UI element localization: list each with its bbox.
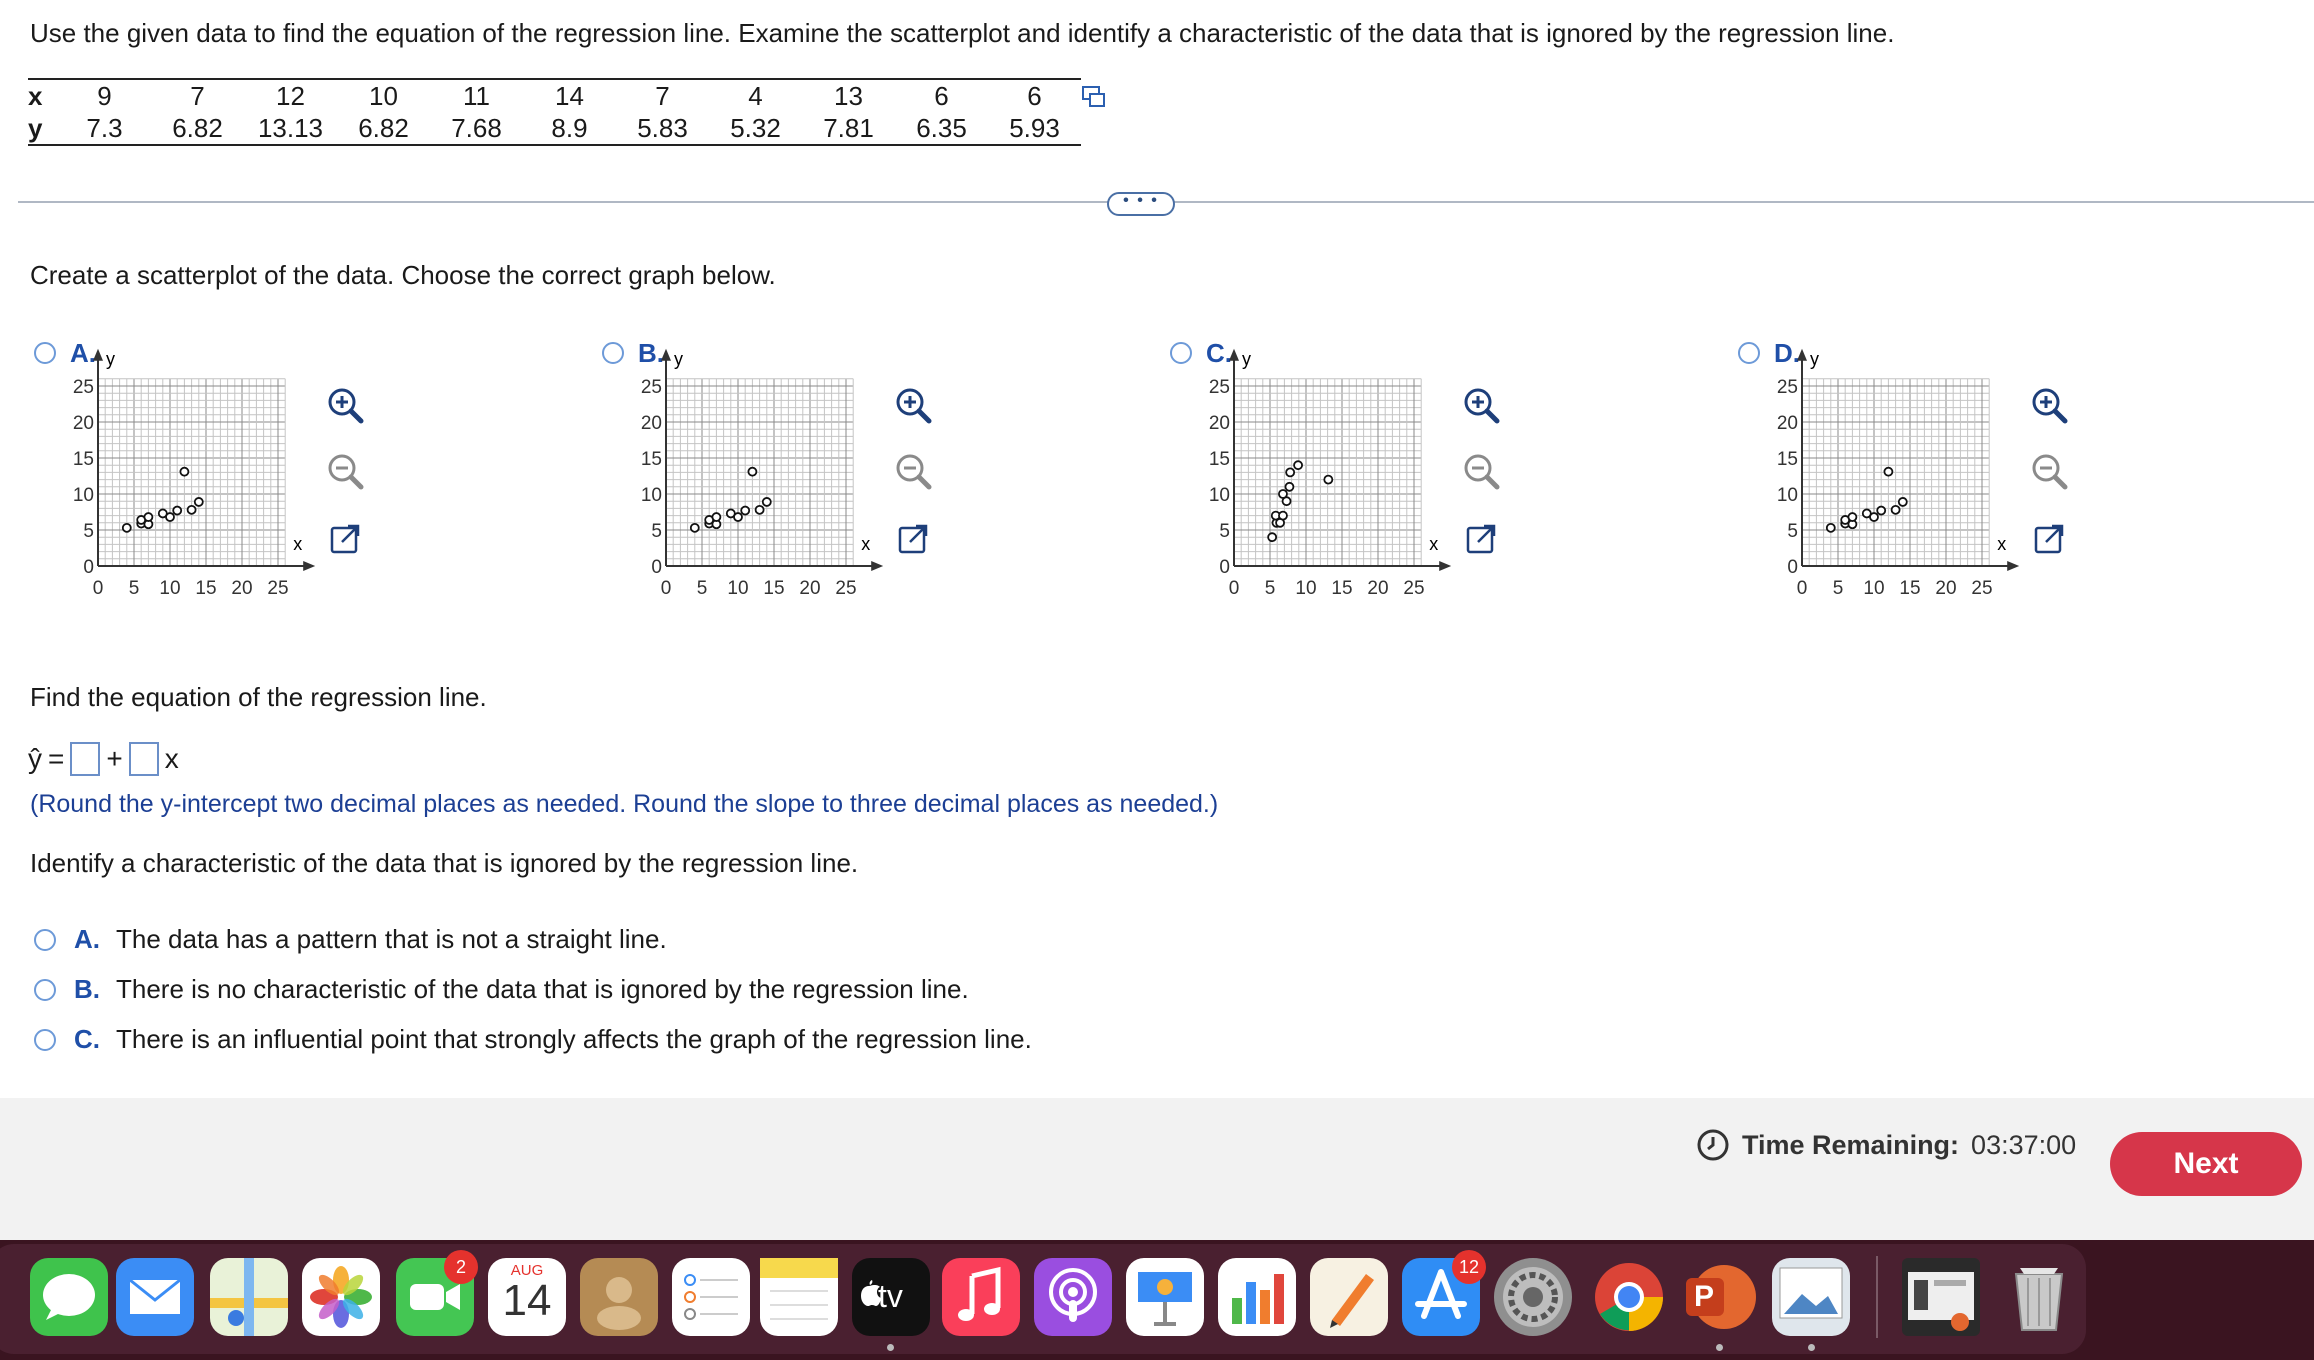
timer-value: 03:37:00: [1971, 1129, 2077, 1160]
y-tick-label: 5: [1219, 521, 1230, 542]
y-tick-label: 25: [1776, 377, 1798, 398]
data-point: [1870, 513, 1878, 521]
zoom-in-icon[interactable]: [2028, 384, 2070, 426]
data-point: [1285, 483, 1293, 491]
x-tick-label: 5: [1264, 578, 1276, 599]
plus-sign: +: [106, 743, 123, 774]
y-value: 6.35: [895, 112, 988, 145]
x-tick-label: 20: [1367, 578, 1389, 599]
x-tick-label: 20: [799, 578, 821, 599]
x-tick-label: 15: [195, 578, 217, 599]
x-tick-label: 10: [727, 578, 749, 599]
data-table: [28, 78, 1081, 146]
graph-option-letter: D.: [1774, 338, 1800, 368]
y-tick-label: 15: [1208, 449, 1230, 470]
radio-button[interactable]: [34, 979, 56, 1001]
data-point: [763, 498, 771, 506]
x-label: x: [28, 79, 58, 112]
y-tick-label: 0: [651, 557, 662, 578]
contacts-icon[interactable]: [580, 1258, 658, 1336]
x-value: 12: [244, 79, 337, 112]
y-axis-label: y: [1242, 348, 1251, 369]
choice-letter: B.: [74, 974, 100, 1004]
choice-b[interactable]: [34, 974, 969, 1005]
x-value: 4: [709, 79, 802, 112]
x-tick-label: 20: [231, 578, 253, 599]
calendar-day: 14: [502, 1276, 552, 1325]
zoom-out-icon[interactable]: [1460, 450, 1502, 492]
question-text: Use the given data to find the equation of the regression line. Examine the scatterplot and identify a characteristic of the data that is ignored by the regression line.: [30, 18, 1895, 48]
x-tick-label: 15: [1899, 578, 1921, 599]
y-tick-label: 10: [1776, 485, 1798, 506]
data-point: [1294, 461, 1302, 469]
x-value: 11: [430, 79, 523, 112]
mail-icon[interactable]: [116, 1258, 194, 1336]
y-value: 7.68: [430, 112, 523, 145]
tv-label: tv: [878, 1278, 903, 1314]
maps-icon[interactable]: [210, 1258, 288, 1336]
system-preferences-icon[interactable]: [1494, 1258, 1572, 1336]
data-point: [1268, 533, 1276, 541]
dock-separator: [1876, 1256, 1878, 1338]
running-indicator: [1716, 1344, 1723, 1351]
y-tick-label: 0: [1219, 557, 1230, 578]
x-tick-label: 5: [1832, 578, 1844, 599]
facetime-badge: 2: [444, 1250, 478, 1284]
x-tick-label: 0: [92, 578, 104, 599]
graph-option-letter: A.: [70, 338, 96, 368]
y-value: 13.13: [244, 112, 337, 145]
zoom-out-icon[interactable]: [2028, 450, 2070, 492]
zoom-in-icon[interactable]: [324, 384, 366, 426]
data-point: [1884, 468, 1892, 476]
y-tick-label: 20: [640, 413, 662, 434]
pages-icon[interactable]: [1310, 1258, 1388, 1336]
data-point: [173, 507, 181, 515]
data-point: [144, 513, 152, 521]
x-value: 13: [802, 79, 895, 112]
find-equation-prompt: Find the equation of the regression line.: [30, 682, 487, 712]
choice-text: There is an influential point that strongly affects the graph of the regression line.: [116, 1024, 1032, 1054]
x-tick-label: 20: [1935, 578, 1957, 599]
notes-icon[interactable]: [760, 1258, 838, 1336]
data-point: [1286, 468, 1294, 476]
choice-a[interactable]: [34, 924, 667, 955]
powerpoint-letter: P: [1694, 1280, 1715, 1313]
y-tick-label: 15: [1776, 449, 1798, 470]
y-axis-label: y: [674, 348, 683, 369]
y-tick-label: 25: [72, 377, 94, 398]
photos-icon[interactable]: [302, 1258, 380, 1336]
zoom-out-icon[interactable]: [324, 450, 366, 492]
y-label: y: [28, 112, 58, 145]
y-tick-label: 25: [1208, 377, 1230, 398]
x-tick-label: 15: [1331, 578, 1353, 599]
x-value: 10: [337, 79, 430, 112]
x-value: 7: [616, 79, 709, 112]
data-point: [1899, 498, 1907, 506]
y-tick-label: 15: [72, 449, 94, 470]
data-point: [1877, 507, 1885, 515]
graph-option-letter: C.: [1206, 338, 1232, 368]
data-point: [188, 506, 196, 514]
running-indicator: [1808, 1344, 1815, 1351]
rounding-note: (Round the y-intercept two decimal places as needed. Round the slope to three decimal places as needed.): [30, 790, 1219, 818]
x-axis-label: x: [293, 534, 303, 554]
choice-letter: C.: [74, 1024, 100, 1054]
data-point: [756, 506, 764, 514]
open-in-new-window-icon[interactable]: [2028, 518, 2070, 560]
apple-tv-icon[interactable]: [852, 1258, 930, 1336]
data-point: [748, 468, 756, 476]
running-indicator: [887, 1344, 894, 1351]
data-point: [1827, 524, 1835, 532]
y-tick-label: 10: [640, 485, 662, 506]
open-in-new-window-icon[interactable]: [1460, 518, 1502, 560]
y-axis-label: y: [1810, 348, 1819, 369]
timer-label: Time Remaining:: [1742, 1129, 1960, 1160]
x-tick-label: 0: [1228, 578, 1240, 599]
calendar-icon[interactable]: [488, 1258, 566, 1336]
x-tick-label: 25: [1971, 578, 1993, 599]
x-tick-label: 0: [660, 578, 672, 599]
x-axis-label: x: [1997, 534, 2007, 554]
y-tick-label: 0: [83, 557, 94, 578]
data-point: [1848, 513, 1856, 521]
x-value: 14: [523, 79, 616, 112]
y-tick-label: 0: [1787, 557, 1798, 578]
calendar-month: AUG: [510, 1262, 544, 1279]
choice-letter: A.: [74, 924, 100, 954]
y-tick-label: 5: [83, 521, 94, 542]
x-row: [28, 79, 1081, 112]
choice-text: There is no characteristic of the data that is ignored by the regression line.: [116, 974, 969, 1004]
data-point: [741, 507, 749, 515]
data-point: [1279, 512, 1287, 520]
podcasts-icon[interactable]: [1034, 1258, 1112, 1336]
copy-table-icon[interactable]: [1082, 86, 1106, 108]
time-remaining: [1696, 1128, 2076, 1162]
y-value: 7.3: [58, 112, 151, 145]
zoom-in-icon[interactable]: [892, 384, 934, 426]
preview-icon[interactable]: [1772, 1258, 1850, 1336]
y-value: 5.32: [709, 112, 802, 145]
powerpoint-icon[interactable]: [1680, 1258, 1758, 1336]
y-row: [28, 112, 1081, 145]
data-point: [1324, 476, 1332, 484]
x-value: 6: [895, 79, 988, 112]
x-tick-label: 10: [1863, 578, 1885, 599]
clock-icon: [1696, 1128, 1730, 1162]
open-in-new-window-icon[interactable]: [892, 518, 934, 560]
y-tick-label: 20: [72, 413, 94, 434]
y-value: 6.82: [337, 112, 430, 145]
zoom-out-icon[interactable]: [892, 450, 934, 492]
scatterplot-a: [44, 348, 324, 640]
messages-icon[interactable]: [30, 1258, 108, 1336]
data-point: [1279, 490, 1287, 498]
next-button[interactable]: Next: [2110, 1132, 2302, 1196]
x-value: 7: [151, 79, 244, 112]
data-point: [712, 513, 720, 521]
y-tick-label: 5: [1787, 521, 1798, 542]
chrome-icon[interactable]: [1590, 1258, 1668, 1336]
music-icon[interactable]: [942, 1258, 1020, 1336]
data-point: [180, 468, 188, 476]
scatterplot-c: [1180, 348, 1460, 640]
y-value: 6.82: [151, 112, 244, 145]
y-tick-label: 15: [640, 449, 662, 470]
x-tick-label: 15: [763, 578, 785, 599]
keynote-icon[interactable]: [1126, 1258, 1204, 1336]
data-point: [166, 513, 174, 521]
identify-prompt: Identify a characteristic of the data that is ignored by the regression line.: [30, 848, 859, 878]
recent-document-icon[interactable]: [1902, 1258, 1980, 1336]
x-value: 9: [58, 79, 151, 112]
x-axis-label: x: [861, 534, 871, 554]
x-tick-label: 5: [696, 578, 708, 599]
x-tick-label: 0: [1796, 578, 1808, 599]
y-tick-label: 25: [640, 377, 662, 398]
radio-button[interactable]: [34, 1029, 56, 1051]
app-store-badge: 12: [1452, 1250, 1486, 1284]
graph-option-letter: B.: [638, 338, 664, 368]
graph-radio-a[interactable]: [34, 342, 56, 364]
reminders-icon[interactable]: [672, 1258, 750, 1336]
y-value: 5.93: [988, 112, 1081, 145]
choice-c[interactable]: [34, 1024, 1032, 1055]
graph-radio-c[interactable]: [1170, 342, 1192, 364]
scatterplot-b: [612, 348, 892, 640]
x-tick-label: 10: [159, 578, 181, 599]
x-variable: x: [164, 743, 179, 774]
y-hat: ŷ: [28, 743, 42, 774]
radio-button[interactable]: [34, 929, 56, 951]
scatter-prompt: Create a scatterplot of the data. Choose the correct graph below.: [30, 260, 776, 290]
scatterplot-d: [1748, 348, 2028, 640]
x-value: 6: [988, 79, 1081, 112]
x-tick-label: 25: [835, 578, 857, 599]
trash-icon[interactable]: [2000, 1258, 2078, 1336]
x-tick-label: 5: [128, 578, 140, 599]
y-axis-label: y: [106, 348, 115, 369]
footer-bar: [0, 1098, 2314, 1240]
data-point: [195, 498, 203, 506]
y-tick-label: 20: [1208, 413, 1230, 434]
y-tick-label: 10: [72, 485, 94, 506]
y-tick-label: 10: [1208, 485, 1230, 506]
x-axis-label: x: [1429, 534, 1439, 554]
y-value: 8.9: [523, 112, 616, 145]
more-button[interactable]: • • •: [1107, 192, 1175, 216]
regression-equation: [28, 742, 179, 776]
open-in-new-window-icon[interactable]: [324, 518, 366, 560]
zoom-in-icon[interactable]: [1460, 384, 1502, 426]
data-point: [734, 513, 742, 521]
intercept-input[interactable]: [70, 742, 100, 776]
equals-sign: =: [48, 743, 65, 774]
data-point: [1892, 506, 1900, 514]
graph-radio-d[interactable]: [1738, 342, 1760, 364]
data-point: [691, 524, 699, 532]
slope-input[interactable]: [129, 742, 159, 776]
numbers-icon[interactable]: [1218, 1258, 1296, 1336]
x-tick-label: 10: [1295, 578, 1317, 599]
y-tick-label: 5: [651, 521, 662, 542]
data-point: [123, 524, 131, 532]
x-tick-label: 25: [1403, 578, 1425, 599]
y-value: 7.81: [802, 112, 895, 145]
y-tick-label: 20: [1776, 413, 1798, 434]
graph-radio-b[interactable]: [602, 342, 624, 364]
y-value: 5.83: [616, 112, 709, 145]
choice-text: The data has a pattern that is not a straight line.: [116, 924, 667, 954]
x-tick-label: 25: [267, 578, 289, 599]
